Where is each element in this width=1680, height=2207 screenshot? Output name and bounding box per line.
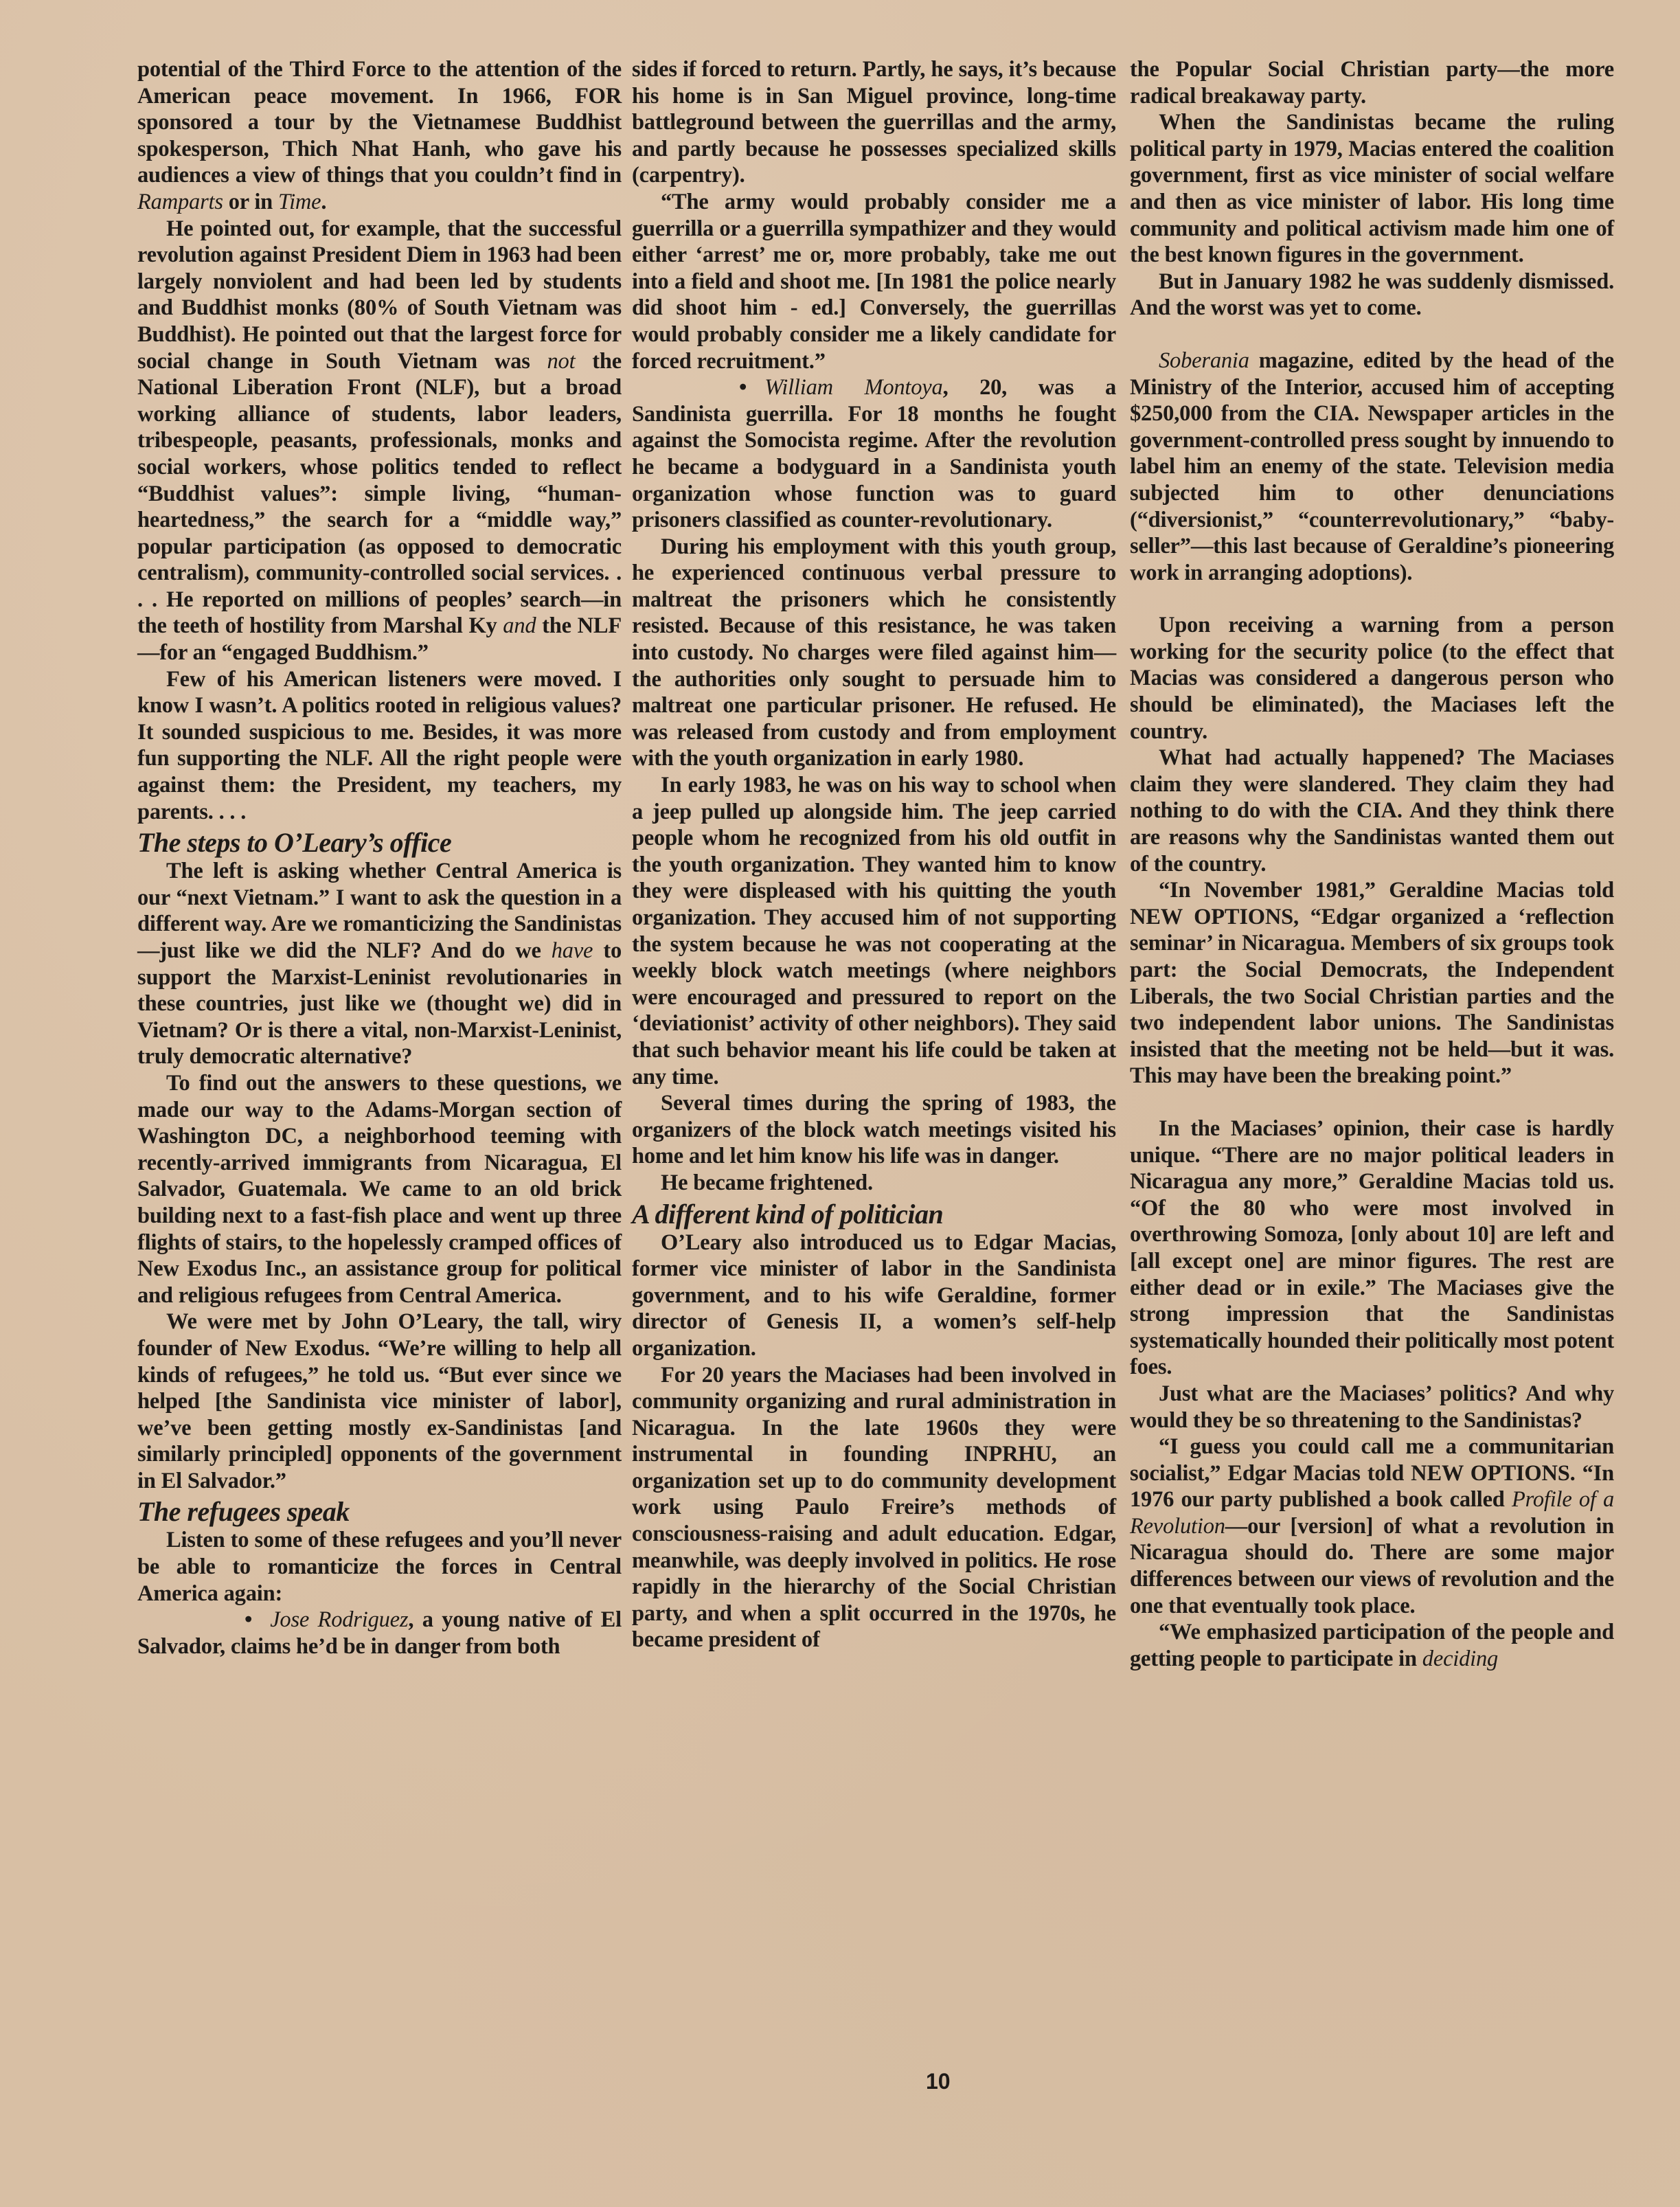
- text-run: In the Maciases’ opinion, their case is hardly unique. “There are no major political leaders in Nicaragua any more,” Geraldine Macias told us. “Of the 80 who were most involved in overthrowing Somoza, [only about 10] are left and [all except one] are minor figures. The rest are either dead or in exile.” The Maciases give the strong impression that the Sandinistas systematically hounded their politically most potent foes.: [1130, 1116, 1614, 1380]
- text-run: potential of the Third Force to the attention of the American peace movement. In 1966, FOR sponsored a tour by the Vietnamese Buddhist spokesperson, Thich Nhat Hanh, who gave his audiences a view of things that you couldn’t find in: [137, 57, 622, 188]
- paragraph: [1130, 877, 1614, 1089]
- italic-text: William Montoya: [764, 375, 943, 400]
- text-run: Upon receiving a warning from a person working for the security police (to the effect that Macias was considered a dangerous person who should be eliminated), the Maciases left the country.: [1130, 613, 1614, 744]
- paragraph: [1130, 745, 1614, 877]
- paragraph: [1130, 348, 1614, 586]
- paragraph: [632, 534, 1116, 772]
- text-run: O’Leary also introduced us to Edgar Macias, former vice minister of labor in the Sandinista government, and to his wife Geraldine, former director of Genesis II, a women’s self-help organization.: [632, 1230, 1116, 1361]
- bullet-paragraph: [137, 1607, 622, 1660]
- paragraph: [137, 1309, 622, 1494]
- text-run: the Popular Social Christian party—the more radical breakaway party.: [1130, 57, 1614, 109]
- bullet-paragraph: [632, 374, 1116, 534]
- text-run: magazine, edited by the head of the Ministry of the Interior, accused him of accepting $250,000 from the CIA. Newspaper articles in the government-controlled press sought by innuendo to label him an enemy of the state. Television media subjected him to other denunciations (“diversionist,” “counterrevolutionary,” “baby-seller”—this last because of Geraldine’s pioneering work in arranging adoptions).: [1130, 348, 1614, 585]
- paragraph: [137, 666, 622, 826]
- paragraph: [137, 216, 622, 666]
- magazine-page: [137, 56, 1615, 2083]
- italic-text: Ramparts: [137, 189, 223, 214]
- text-run: or in: [223, 189, 278, 214]
- column-right: [1130, 56, 1614, 1672]
- text-run: “I guess you could call me a communitarian socialist,” Edgar Macias told NEW OPTIONS. “In 1976 our party published a book called: [1130, 1434, 1614, 1513]
- text-run: He became frightened.: [661, 1170, 873, 1195]
- text-run: For 20 years the Maciases had been involved in community organizing and rural administration in Nicaragua. In the late 1960s they were instrumental in founding INPRHU, an organization set up to do community development work using Paulo Freire’s methods of consciousness-raising and adult education. Edgar, meanwhile, was deeply involved in politics. He rose rapidly in the hierarchy of the Social Christian party, and when a split occurred in the 1970s, he became president of: [632, 1362, 1116, 1653]
- paragraph: [1130, 1381, 1614, 1434]
- paragraph: [1130, 56, 1614, 109]
- bullet-icon: •: [739, 375, 747, 400]
- paragraph: [632, 189, 1116, 374]
- italic-text: Soberania: [1159, 348, 1249, 373]
- text-run: the National Liberation Front (NLF), but a broad working alliance of students, labor leaders, tribespeople, peasants, professionals, monks and social workers, whose politics tended to reflect “Buddhist values”: simple living, “humanheartedness,” the search for a “middle way,” popular participation (as opposed to democratic centralism), community-controlled social services. . . . He reported on millions of peoples’ search—in the teeth of hostility from Marshal Ky: [137, 348, 622, 639]
- section-subheading: The refugees speak: [137, 1496, 350, 1528]
- text-run: During his employment with this youth group, he experienced continuous verbal pressure to maltreat the prisoners which he consistently resisted. Because of this resistance, he was taken into custody. No charges were filed against him—the authorities only sought to persuade him to maltreat one particular prisoner. He refused. He was released from custody and from employment with the youth organization in early 1980.: [632, 534, 1116, 771]
- paragraph: [632, 56, 1116, 189]
- paragraph: [137, 858, 622, 1070]
- text-run: Few of his American listeners were moved. I know I wasn’t. A politics rooted in religious values? It sounded suspicious to me. Besides, it was more fun supporting the NLF. All the right people were against them: the President, my teachers, my parents. . . .: [137, 666, 622, 824]
- text-run: In early 1983, he was on his way to school when a jeep pulled up alongside him. The jeep carried people whom he recognized from his old outfit in the youth organization. They wanted him to know they were displeased with his quitting the youth organization. They accused him of not supporting the system because he was not cooperating at the weekly block watch meetings (where neighbors were encouraged and pressured to report on the ‘deviationist’ activity of other neighbors). They said that such behavior meant his life could be taken at any time.: [632, 773, 1116, 1089]
- paragraph: [632, 772, 1116, 1090]
- paragraph: [1130, 612, 1614, 745]
- page-number: 10: [926, 2069, 951, 2094]
- paragraph: [1130, 1434, 1614, 1619]
- section-subheading: A different kind of politician: [632, 1198, 944, 1230]
- italic-text: Time: [277, 189, 321, 214]
- paragraph: [137, 1527, 622, 1607]
- italic-text: not: [547, 348, 576, 374]
- paragraph: [137, 56, 622, 216]
- paragraph: [632, 1362, 1116, 1654]
- text-run: To find out the answers to these questions, we made our way to the Adams-Morgan section of Washington DC, a neighborhood teeming with recently-arrived immigrants from Nicaragua, El Salvador, Guatemala. We came to an old brick building next to a fast-fish place and went up three flights of stairs, to the hopelessly cramped offices of New Exodus Inc., an assistance group for political and religious refugees from Central America.: [137, 1070, 622, 1308]
- paragraph: [632, 1170, 1116, 1197]
- text-run: , a young native of El Salvador, claims he’d be in danger from both: [137, 1607, 622, 1659]
- paragraph: [137, 1070, 622, 1309]
- paragraph: [1130, 1619, 1614, 1672]
- column-left: [137, 56, 622, 1660]
- text-run: .: [321, 189, 327, 214]
- text-run: Just what are the Maciases’ politics? And why would they be so threatening to the Sandinistas?: [1130, 1381, 1614, 1433]
- text-run: Listen to some of these refugees and you’ll never be able to romanticize the forces in Central America again:: [137, 1528, 622, 1606]
- text-run: , 20, was a Sandinista guerrilla. For 18 months he fought against the Somocista regime. After the revolution he became a bodyguard in a Sandinista youth organization whose function was to guard prisoners classified as counter-revolutionary.: [632, 375, 1117, 533]
- column-middle: [632, 56, 1116, 1653]
- text-run: Several times during the spring of 1983, the organizers of the block watch meetings visited his home and let him know his life was in danger.: [632, 1091, 1116, 1169]
- text-run: “The army would probably consider me a guerrilla or a guerrilla sympathizer and they would either ‘arrest’ me or, more probably, take me out into a field and shoot me. [In 1981 the police nearly did shoot him - ed.] Conversely, the guerrillas would probably consider me a likely candidate for forced recruitment.”: [632, 189, 1116, 374]
- text-run: We were met by John O’Leary, the tall, wiry founder of New Exodus. “We’re willing to help all kinds of refugees,” he told us. “But ever since we helped [the Sandinista vice minister of labor], we’ve been getting mostly ex-Sandinistas [and similarly principled] opponents of the government in El Salvador.”: [137, 1309, 622, 1493]
- text-run: the NLF—for an “engaged Buddhism.”: [137, 613, 622, 666]
- paragraph: [1130, 269, 1614, 321]
- italic-text: deciding: [1422, 1646, 1499, 1671]
- italic-text: Profile of a Revolution: [1130, 1487, 1615, 1539]
- italic-text: and: [503, 613, 536, 639]
- paragraph: [1130, 109, 1614, 269]
- text-run: —our [version] of what a revolution in Nicaragua should do. There are some major differences between our views of revolution and the one that eventually took place.: [1130, 1513, 1614, 1618]
- text-run: He pointed out, for example, that the successful revolution against President Diem in 1963 had been largely nonviolent and had been led by students and Buddhist monks (80% of South Vietnam was Buddhist). He pointed out that the largest force for social change in South Vietnam was: [137, 216, 622, 374]
- bullet-icon: •: [245, 1607, 253, 1633]
- text-run: The left is asking whether Central America is our “next Vietnam.” I want to ask the question in a different way. Are we romanticizing the Sandinistas—just like we did the NLF? And do we: [137, 859, 622, 963]
- paragraph: [632, 1230, 1116, 1362]
- italic-text: have: [551, 938, 593, 963]
- text-run: “We emphasized participation of the people and getting people to participate in: [1130, 1620, 1614, 1671]
- paragraph: [632, 1090, 1116, 1170]
- text-run: to support the Marxist-Leninist revolutionaries in these countries, just like we (thought we) did in Vietnam? Or is there a vital, non-Marxist-Leninist, truly democratic alternative?: [137, 938, 622, 1069]
- text-run: But in January 1982 he was suddenly dismissed. And the worst was yet to come.: [1130, 269, 1614, 321]
- italic-text: Jose Rodriguez: [270, 1607, 409, 1633]
- text-run: sides if forced to return. Partly, he says, it’s because his home is in San Miguel province, long-time battleground between the guerrillas and the army, and partly because he possesses specialized skills (carpentry).: [632, 57, 1116, 188]
- section-subheading: The steps to O’Leary’s office: [137, 827, 452, 859]
- paragraph: [1130, 1116, 1614, 1381]
- text-run: “In November 1981,” Geraldine Macias told NEW OPTIONS, “Edgar organized a ‘reflection seminar’ in Nicaragua. Members of six groups took part: the Social Democrats, the Independent Liberals, the two Social Christian parties and the two independent labor unions. The Sandinistas insisted that the meeting not be held—but it was. This may have been the breaking point.”: [1130, 878, 1614, 1089]
- text-run: When the Sandinistas became the ruling political party in 1979, Macias entered the coalition government, first as vice minister of social welfare and then as vice minister of labor. His long time community and political activism made him one of the best known figures in the government.: [1130, 110, 1614, 268]
- text-run: What had actually happened? The Maciases claim they were slandered. They claim they had nothing to do with the CIA. And they think there are reasons why the Sandinistas wanted them out of the country.: [1130, 745, 1614, 876]
